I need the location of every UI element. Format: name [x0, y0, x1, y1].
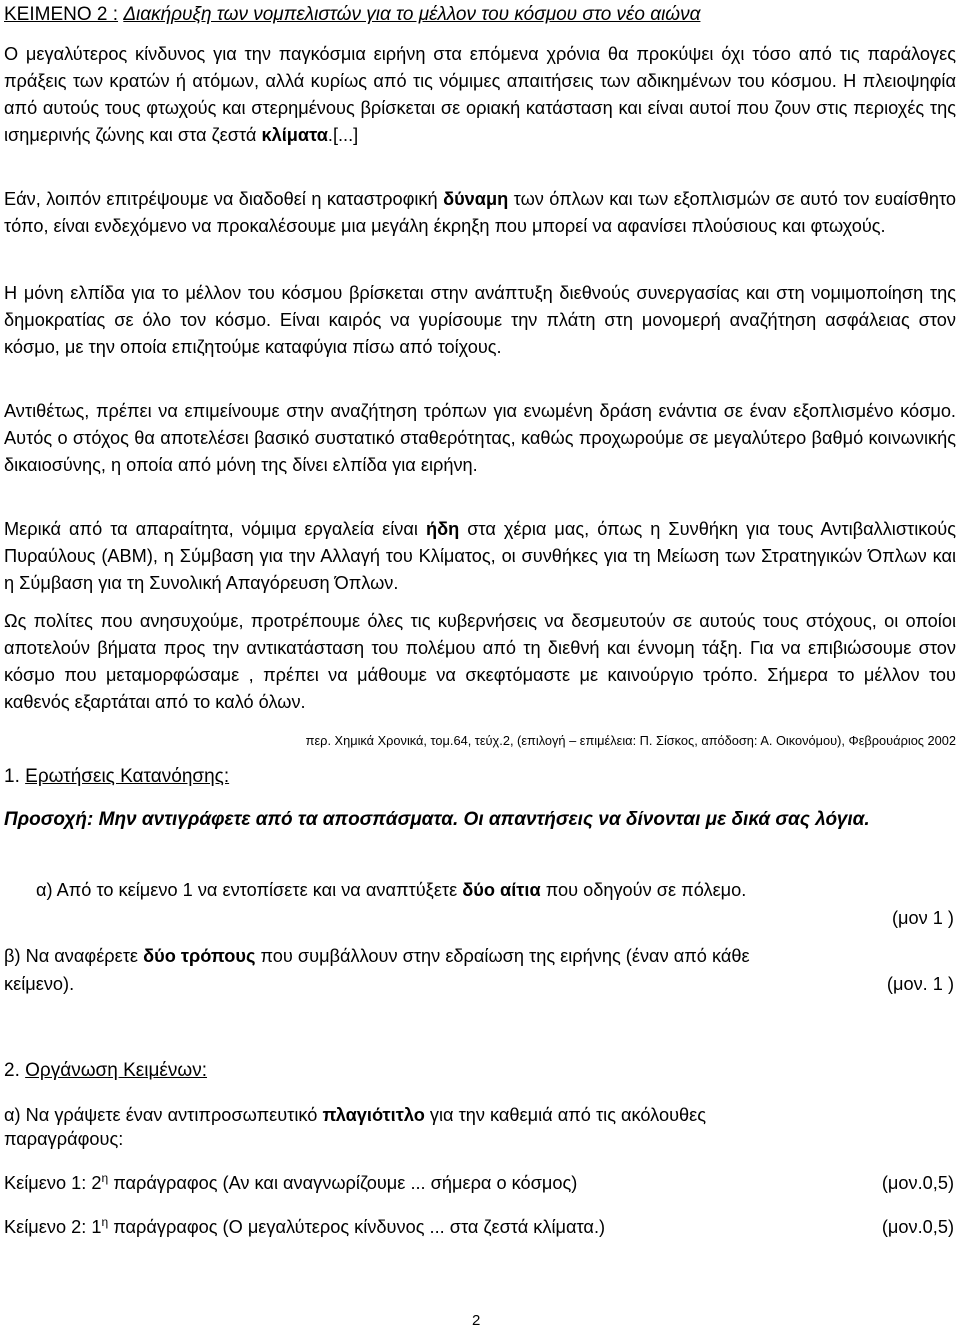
item-2-marks: (μον.0,5) — [881, 1217, 954, 1237]
question-2a-line2: παραγράφους: — [4, 1129, 124, 1149]
item-2-text: παράγραφος (Ο μεγαλύτερος κίνδυνος ... στα ζεστά κλίματα.) — [108, 1217, 606, 1237]
paragraph-5-end: στα χέρια μας, όπως η Συνθήκη για τους Αντιβαλλιστικούς Πυραύλους (ΑΒΜ), η Σύμβαση για την Αλλαγή του Κλίματος, οι συνθήκες για τη Μείωση των Στρατηγικών Όπλων και η Σύμβαση για τη Συνολική Απαγόρευση Όπλων. — [4, 519, 956, 593]
paragraph-5-text: Μερικά από τα απαραίτητα, νόμιμα εργαλεία είναι — [4, 519, 426, 539]
title-text: Διακήρυξη των νομπελιστών για το μέλλον του κόσμου στο νέο αιώνα — [123, 4, 701, 25]
source-citation: περ. Χημικά Χρονικά, τομ.64, τεύχ.2, (επιλογή – επιμέλεια: Π. Σίσκος, απόδοση: Α. Οικονόμου), Φεβρουάριος 2002 — [305, 733, 956, 748]
warning-note: Προσοχή: Μην αντιγράφετε από τα αποσπάσματα. Οι απαντήσεις να δίνονται με δικά σας λόγια. — [4, 809, 870, 830]
question-2a — [4, 1103, 706, 1127]
question-1b-line2: κείμενο). — [4, 974, 75, 994]
item-1-text: παράγραφος (Αν και αναγνωρίζουμε ... σήμερα ο κόσμος) — [108, 1173, 578, 1193]
text-title — [4, 4, 700, 26]
question-1a-end: που οδηγούν σε πόλεμο. — [540, 880, 747, 900]
item-2-label: Κείμενο 2: 1 — [4, 1217, 102, 1237]
paragraph-4 — [4, 398, 956, 479]
question-1b-text: β) Να αναφέρετε — [4, 946, 144, 966]
paragraph-5-bold: ήδη — [425, 519, 460, 539]
page-number: 2 — [472, 1312, 481, 1329]
item-1-marks: (μον.0,5) — [881, 1173, 954, 1193]
paragraph-1 — [4, 41, 956, 149]
paragraph-2-text: Εάν, λοιπόν επιτρέψουμε να διαδοθεί η καταστροφική — [4, 189, 444, 209]
item-1-sup: η — [101, 1170, 109, 1185]
paragraph-1-bold: κλίματα — [261, 125, 328, 145]
paragraph-6-text: Ως πολίτες που ανησυχούμε, προτρέπουμε όλες τις κυβερνήσεις να δεσμευτούν σε αυτούς τους στόχους, οι οποίοι αποτελούν βήματα προς την αντικατάσταση του πολέμου από τη διεθνή και έννομη τάξη. Για να επιβιώσουμε στον κόσμο που μεταμορφώσαμε , πρέπει να μάθουμε να σκεφτόμαστε με καινούργιο τρόπο. Σήμερα το μέλλον του καθενός εξαρτάται από το καλό όλων. — [4, 611, 956, 712]
paragraph-1-end: .[...] — [327, 125, 359, 145]
section-1-heading — [4, 765, 229, 789]
item-1-label: Κείμενο 1: 2 — [4, 1173, 102, 1193]
section-2-heading — [4, 1059, 207, 1083]
question-1a-marks: (μον 1 ) — [891, 908, 954, 928]
question-2a-end: για την καθεμιά από τις ακόλουθες — [424, 1105, 707, 1125]
question-2a-text: α) Να γράψετε έναν αντιπροσωπευτικό — [4, 1105, 323, 1125]
item-text-2 — [4, 1215, 605, 1239]
item-text-1 — [4, 1171, 577, 1195]
question-1b-end: που συμβάλλουν στην εδραίωση της ειρήνης (έναν από κάθε — [255, 946, 750, 966]
paragraph-2-end: των όπλων και των εξοπλισμών σε αυτό τον ευαίσθητο τόπο, είναι ενδεχόμενο να προκαλέσουμε μια μεγάλη έκρηξη που μπορεί να αφανίσει πλούσιους και φτωχούς. — [4, 189, 957, 236]
question-1a-bold: δύο αίτια — [462, 880, 541, 900]
paragraph-4-text: Αντιθέτως, πρέπει να επιμείνουμε στην αναζήτηση τρόπων για ενωμένη δράση ενάντια σε έναν εξοπλισμένο κόσμο. Αυτός ο στόχος θα αποτελέσει βασικό συστατικό σταθερότητας, καθώς προχωρούμε σε μεγαλύτερο βαθμό κοινωνικής δικαιοσύνης, η οποία από μόνη της δίνει ελπίδα για ειρήνη. — [4, 401, 956, 475]
paragraph-5 — [4, 516, 956, 597]
paragraph-2-bold: δύναμη — [443, 189, 509, 209]
question-1a — [36, 878, 746, 902]
paragraph-3 — [4, 280, 956, 361]
paragraph-2 — [4, 186, 956, 240]
section-1-title: Ερωτήσεις Κατανόησης: — [25, 766, 230, 787]
paragraph-6 — [4, 608, 956, 716]
paragraph-1-text: Ο μεγαλύτερος κίνδυνος για την παγκόσμια ειρήνη στα επόμενα χρόνια θα προκύψει όχι τόσο από τις παράλογες πράξεις των κρατών ή ατόμων, αλλά κυρίως από τις νόμιμες απαιτήσεις των αδικημένων του κόσμου. Η πλειοψηφία από αυτούς τους φτωχούς και στερημένους βρίσκεται σε οριακή κατάσταση και είναι αυτοί που ζουν στις περιοχές της ισημερινής ζώνης και στα ζεστά — [4, 44, 956, 145]
item-2-sup: η — [101, 1214, 109, 1229]
question-1b-bold: δύο τρόπους — [143, 946, 256, 966]
paragraph-3-text: Η μόνη ελπίδα για το μέλλον του κόσμου βρίσκεται στην ανάπτυξη διεθνούς συνεργασίας και στη νομιμοποίηση της δημοκρατίας σε όλο τον κόσμο. Είναι καιρός να γυρίσουμε την πλάτη στη μονομερή αναζήτηση ασφάλειας στον κόσμο, με την οποία επιζητούμε καταφύγια πίσω από τοίχους. — [4, 283, 956, 357]
question-2a-bold: πλαγιότιτλο — [322, 1105, 425, 1125]
question-1b-marks: (μον. 1 ) — [886, 974, 954, 994]
section-1-number: 1. — [4, 766, 20, 787]
section-2-number: 2. — [4, 1060, 20, 1081]
question-1a-text: α) Από το κείμενο 1 να εντοπίσετε και να αναπτύξετε — [36, 880, 463, 900]
title-label: ΚΕΙΜΕΝΟ 2 : — [4, 4, 119, 25]
section-2-title: Οργάνωση Κειμένων: — [25, 1060, 208, 1081]
question-1b — [4, 944, 750, 968]
